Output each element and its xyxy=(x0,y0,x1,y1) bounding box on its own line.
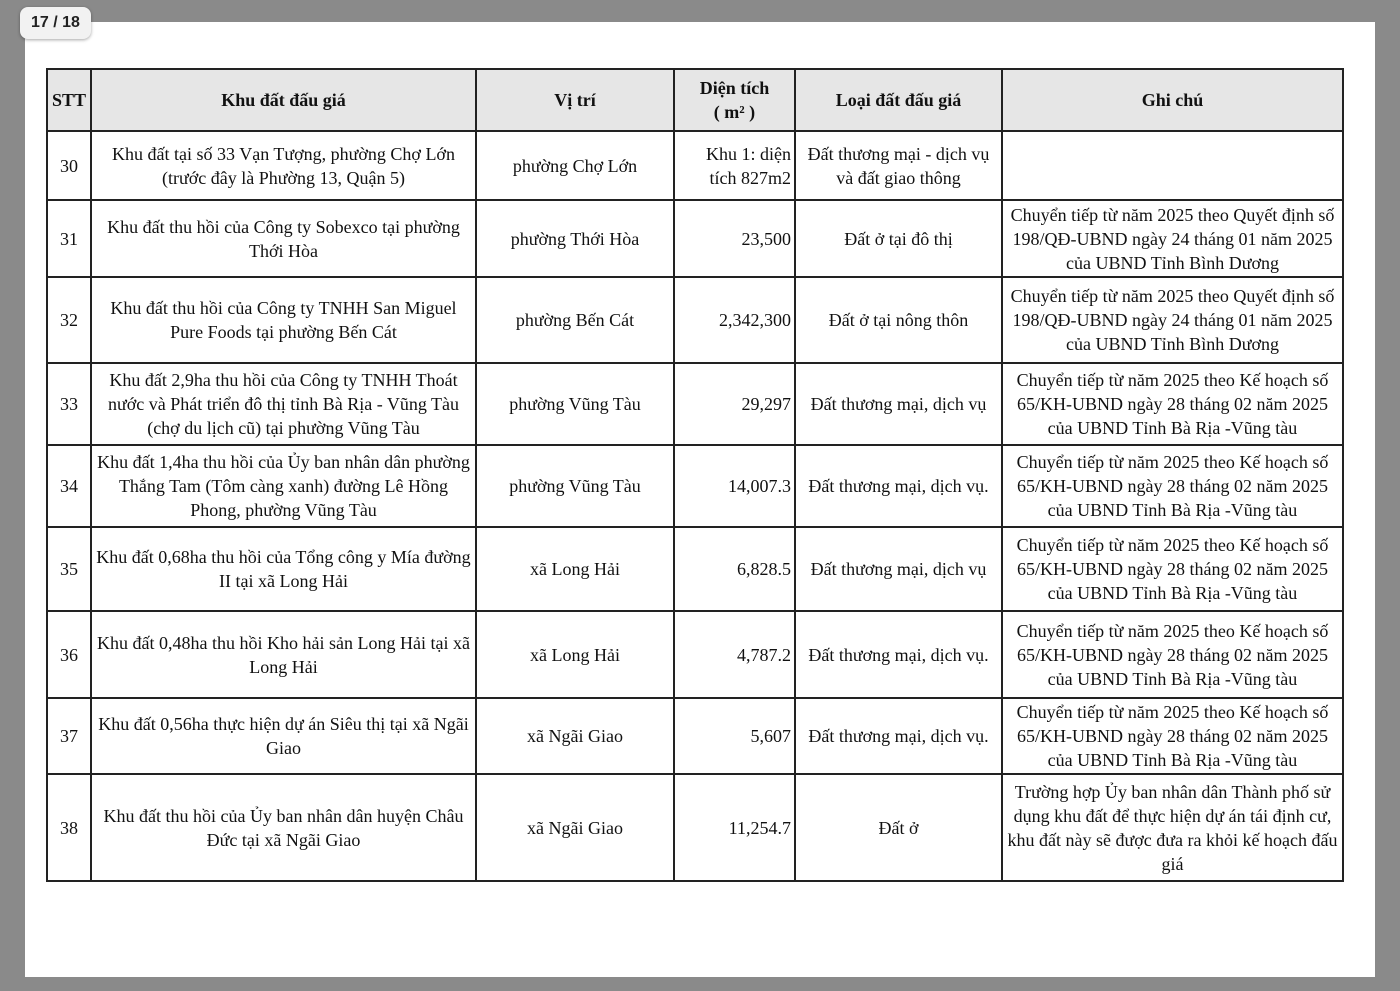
table-row xyxy=(47,774,1343,881)
cell-area: 5,607 xyxy=(674,698,795,774)
header-stt: STT xyxy=(47,69,91,131)
table-row xyxy=(47,200,1343,277)
cell-note: Chuyển tiếp từ năm 2025 theo Kế hoạch số 65/KH-UBND ngày 28 tháng 02 năm 2025 của UBND Tỉnh Bà Rịa -Vũng tàu xyxy=(1002,698,1343,774)
cell-area: 23,500 xyxy=(674,200,795,277)
cell-area: Khu 1: diện tích 827m2 xyxy=(674,131,795,200)
cell-note: Chuyển tiếp từ năm 2025 theo Kế hoạch số 65/KH-UBND ngày 28 tháng 02 năm 2025 của UBND Tỉnh Bà Rịa -Vũng tàu xyxy=(1002,527,1343,611)
table-row xyxy=(47,363,1343,445)
cell-land-type: Đất thương mại, dịch vụ xyxy=(795,527,1002,611)
cell-note: Chuyển tiếp từ năm 2025 theo Kế hoạch số 65/KH-UBND ngày 28 tháng 02 năm 2025 của UBND Tỉnh Bà Rịa -Vũng tàu xyxy=(1002,611,1343,698)
table-header-row xyxy=(47,69,1343,131)
cell-name: Khu đất 0,68ha thu hồi của Tổng công y Mía đường II tại xã Long Hải xyxy=(91,527,476,611)
cell-land-type: Đất ở tại nông thôn xyxy=(795,277,1002,363)
table-row xyxy=(47,527,1343,611)
table-row xyxy=(47,131,1343,200)
cell-stt: 33 xyxy=(47,363,91,445)
table-row xyxy=(47,277,1343,363)
cell-location: phường Chợ Lớn xyxy=(476,131,674,200)
cell-note: Trường hợp Ủy ban nhân dân Thành phố sử dụng khu đất để thực hiện dự án tái định cư, khu đất này sẽ được đưa ra khỏi kế hoạch đấu giá xyxy=(1002,774,1343,881)
cell-location: xã Long Hải xyxy=(476,527,674,611)
cell-note xyxy=(1002,131,1343,200)
cell-name: Khu đất thu hồi của Công ty Sobexco tại phường Thới Hòa xyxy=(91,200,476,277)
cell-land-type: Đất thương mại, dịch vụ. xyxy=(795,698,1002,774)
cell-name: Khu đất 1,4ha thu hồi của Ủy ban nhân dân phường Thắng Tam (Tôm càng xanh) đường Lê Hồng Phong, phường Vũng Tàu xyxy=(91,445,476,527)
cell-name: Khu đất 0,48ha thu hồi Kho hải sản Long Hải tại xã Long Hải xyxy=(91,611,476,698)
cell-area: 4,787.2 xyxy=(674,611,795,698)
cell-location: xã Ngãi Giao xyxy=(476,774,674,881)
cell-stt: 31 xyxy=(47,200,91,277)
page-indicator: 17 / 18 xyxy=(20,7,91,39)
header-area-line1: Diện tích xyxy=(699,78,770,98)
cell-stt: 34 xyxy=(47,445,91,527)
cell-land-type: Đất thương mại - dịch vụ và đất giao thông xyxy=(795,131,1002,200)
cell-area: 14,007.3 xyxy=(674,445,795,527)
cell-area: 29,297 xyxy=(674,363,795,445)
cell-location: xã Ngãi Giao xyxy=(476,698,674,774)
cell-land-type: Đất thương mại, dịch vụ xyxy=(795,363,1002,445)
table-row xyxy=(47,611,1343,698)
cell-note: Chuyển tiếp từ năm 2025 theo Kế hoạch số 65/KH-UBND ngày 28 tháng 02 năm 2025 của UBND Tỉnh Bà Rịa -Vũng tàu xyxy=(1002,445,1343,527)
cell-name: Khu đất thu hồi của Ủy ban nhân dân huyện Châu Đức tại xã Ngãi Giao xyxy=(91,774,476,881)
header-area-line2: ( m² ) xyxy=(713,102,756,122)
cell-stt: 36 xyxy=(47,611,91,698)
cell-location: xã Long Hải xyxy=(476,611,674,698)
cell-location: phường Thới Hòa xyxy=(476,200,674,277)
cell-stt: 37 xyxy=(47,698,91,774)
cell-name: Khu đất tại số 33 Vạn Tượng, phường Chợ Lớn (trước đây là Phường 13, Quận 5) xyxy=(91,131,476,200)
header-note: Ghi chú xyxy=(1002,69,1343,131)
cell-land-type: Đất thương mại, dịch vụ. xyxy=(795,611,1002,698)
header-area xyxy=(674,69,795,131)
cell-note: Chuyển tiếp từ năm 2025 theo Quyết định số 198/QĐ-UBND ngày 24 tháng 01 năm 2025 của UBND Tỉnh Bình Dương xyxy=(1002,277,1343,363)
cell-area: 6,828.5 xyxy=(674,527,795,611)
table-row xyxy=(47,698,1343,774)
cell-note: Chuyển tiếp từ năm 2025 theo Quyết định số 198/QĐ-UBND ngày 24 tháng 01 năm 2025 của UBND Tỉnh Bình Dương xyxy=(1002,200,1343,277)
cell-location: phường Vũng Tàu xyxy=(476,445,674,527)
cell-stt: 38 xyxy=(47,774,91,881)
cell-land-type: Đất thương mại, dịch vụ. xyxy=(795,445,1002,527)
header-land-type: Loại đất đấu giá xyxy=(795,69,1002,131)
cell-stt: 30 xyxy=(47,131,91,200)
cell-area: 2,342,300 xyxy=(674,277,795,363)
cell-stt: 35 xyxy=(47,527,91,611)
cell-area: 11,254.7 xyxy=(674,774,795,881)
header-name: Khu đất đấu giá xyxy=(91,69,476,131)
auction-land-table xyxy=(46,68,1344,882)
cell-name: Khu đất thu hồi của Công ty TNHH San Miguel Pure Foods tại phường Bến Cát xyxy=(91,277,476,363)
cell-land-type: Đất ở xyxy=(795,774,1002,881)
cell-location: phường Vũng Tàu xyxy=(476,363,674,445)
cell-land-type: Đất ở tại đô thị xyxy=(795,200,1002,277)
table-row xyxy=(47,445,1343,527)
cell-location: phường Bến Cát xyxy=(476,277,674,363)
cell-name: Khu đất 2,9ha thu hồi của Công ty TNHH Thoát nước và Phát triển đô thị tỉnh Bà Rịa - Vũng Tàu (chợ du lịch cũ) tại phường Vũng Tàu xyxy=(91,363,476,445)
cell-name: Khu đất 0,56ha thực hiện dự án Siêu thị tại xã Ngãi Giao xyxy=(91,698,476,774)
cell-note: Chuyển tiếp từ năm 2025 theo Kế hoạch số 65/KH-UBND ngày 28 tháng 02 năm 2025 của UBND Tỉnh Bà Rịa -Vũng tàu xyxy=(1002,363,1343,445)
header-location: Vị trí xyxy=(476,69,674,131)
cell-stt: 32 xyxy=(47,277,91,363)
